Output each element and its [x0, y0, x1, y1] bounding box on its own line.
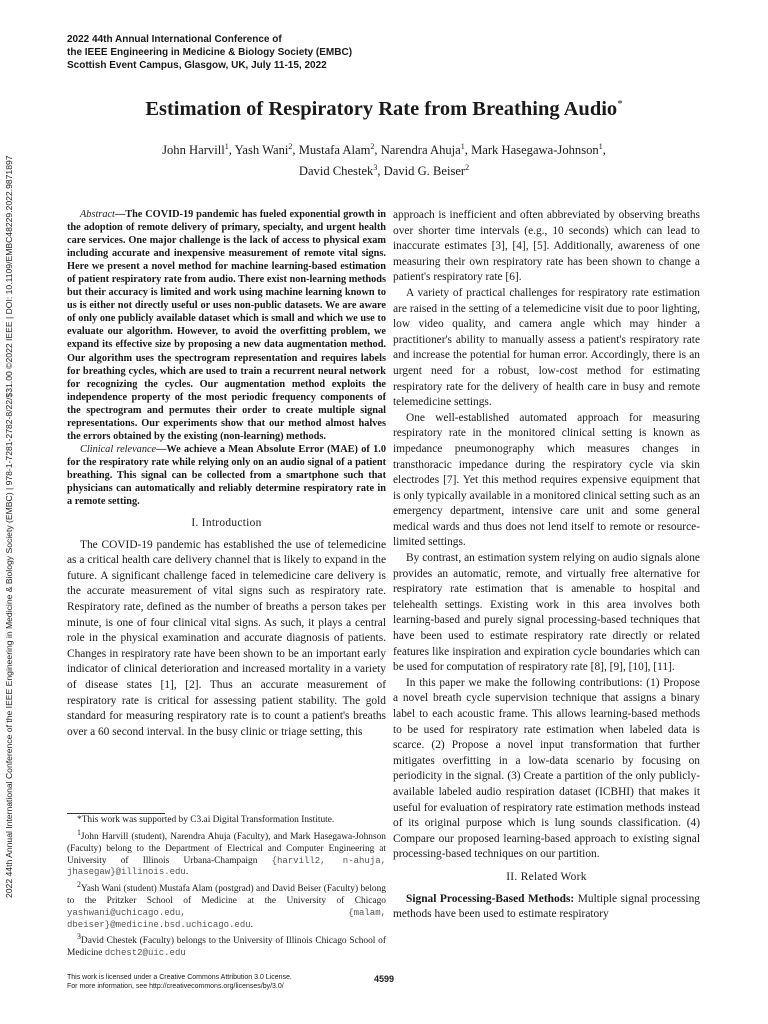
abstract-label: Abstract [80, 209, 115, 220]
body-paragraph: approach is inefficient and often abbreviated by observing breaths over shorter time intervals (e.g., 10 seconds) which can lead to inaccurate estimates [3], [4], [5]. Additionally, awareness of one measuring their own respiratory rate has been shown to change a patient's respiratory rate [6]. [393, 209, 700, 284]
footnote-2: $^2$Yash Wani (student) Mustafa Alam (postgrad) and David Beiser (Faculty) belong to the Pritzker School of Medicine at the University of Chicago yashwani@uchicago.edu, {malam, dbeiser}@medicine.bsd.uchicago.edu. [67, 880, 386, 930]
conference-line: 2022 44th Annual International Conference of [67, 34, 282, 45]
body-paragraph: One well-established automated approach for measuring respiratory rate in the monitored clinical setting is known as impedance pneumonography which measures changes in transthoracic impedance during the respiratory cycle via skin electrodes [7]. Yet this method requires expensive equipment that is only typically available in a monitored clinical setting such as an emergency department, intensive care unit and some general medical wards and thus does not lend itself to remote or resource-limited settings. [393, 411, 700, 549]
author: David G. Beiser$^2$ [383, 163, 470, 179]
conference-line: Scottish Event Campus, Glasgow, UK, July 11-15, 2022 [67, 60, 327, 71]
author: Mark Hasegawa-Johnson$^1$, [471, 142, 606, 158]
paper-title [60, 92, 708, 121]
title-footnote-mark: * [617, 98, 623, 110]
footnote-3: $^3$David Chestek (Faculty) belongs to the University of Illinois Chicago School of Medicine dchest2@uic.edu [67, 932, 386, 959]
conference-line: the IEEE Engineering in Medicine & Biology Society (EMBC) [67, 47, 353, 58]
author: David Chestek$^3$, [298, 163, 384, 179]
license-note [67, 973, 397, 991]
left-column [67, 208, 386, 740]
license-line: For more information, see http://creativecommons.org/licenses/by/3.0/ [67, 983, 284, 990]
footnote-rule [67, 813, 165, 814]
author: Yash Wani$^2$, [234, 142, 299, 158]
paragraph-lead: Signal Processing-Based Methods: [406, 892, 575, 905]
conference-header [67, 33, 467, 72]
footnotes [67, 815, 386, 960]
body-paragraph: Signal Processing-Based Methods: Multiple signal processing methods have been used to estimate respiratory [393, 892, 700, 921]
body-paragraph: In this paper we make the following contributions: (1) Propose a novel breath cycle supervision technique that assigns a binary label to each acoustic frame. This allows learning-based methods to be used for respiratory rate estimation when labeled data is scarce. (2) Propose a novel input transformation that further mitigates overfitting in a low-data scenario by focusing on periodicity in the signal. (3) Create a partition of the only publicly-available labeled audio respiration dataset (ICBHI) that makes it useful for evaluation of respiratory rate estimation methods instead of its original purpose which is lung sounds classification. (4) Compare our proposed learning-based approach to existing signal processing-based techniques on our partition. [393, 676, 700, 861]
footnote-3-email: dchest2@uic.edu [104, 948, 186, 959]
sidebar-doi-strip: 2022 44th Annual International Conference of the IEEE Engineering in Medicine & Biology Society (EMBC) | 978-1-7281-2782-8/22/$31.00 ©2022 IEEE | DOI: 10.1109/EMBC48229.2022.9871897 [4, 155, 14, 898]
body-paragraph: A variety of practical challenges for respiratory rate estimation are raised in the setting of a telemedicine visit due to poor lighting, low video quality, and camera angle which may hinder a practitioner's ability to manually assess a patient's respiratory rate and increase the potential for human error. Accordingly, there is an urgent need for a robust, low-cost method for estimating respiratory rate for the delivery of health care in busy and remote telemedicine settings. [393, 286, 700, 409]
section-heading-related-work: II. Related Work [506, 870, 587, 883]
abstract: Abstract—The COVID-19 pandemic has fueled exponential growth in the adoption of remote delivery of primary, specialty, and urgent health care services. One major challenge is the lack of access to physical exam including accurate and inexpensive measurement of remote vital signs. Here we present a novel method for machine learning-based estimation of patient respiratory rate from audio. There exist non-learning methods but their accuracy is limited and work using machine learning known to us is either not directly useful or uses non-public datasets. We are aware of only one publicly available dataset which is small and which we use to evaluate our algorithm. However, to avoid the overfitting problem, we expand its effective size by proposing a new data augmentation method. Our algorithm uses the spectrogram representation and requires labels for breathing cycles, which are used to train a recurrent neural network for recognizing the cycles. Our augmentation method exploits the independence property of the most periodic frequency components of the spectrogram and permutes their order to create multiple signal representations. Our experiments show that our method almost halves the errors obtained by the existing (non-learning) methods. [67, 209, 386, 442]
footnote-1-email: {harvill2, n-ahuja, jhasegaw}@illinois.edu [67, 855, 387, 878]
right-column [393, 208, 700, 923]
author: Narendra Ahuja$^1$, [380, 142, 472, 158]
section-heading-introduction: I. Introduction [191, 517, 262, 530]
clinical-relevance-text: We achieve a Mean Absolute Error (MAE) of 1.0 for the respiratory rate while relying only on an audio signal of a patient breathing. This signal can be collected from a smartphone such that physicians can automatically and reliably determine respiratory rate in a remote setting. [67, 443, 386, 508]
title-text: Estimation of Respiratory Rate from Breathing Audio [145, 97, 618, 120]
abstract-text: The COVID-19 pandemic has fueled exponential growth in the adoption of remote delivery of primary, specialty, and urgent health care services. One major challenge is the lack of access to physical exam including accurate and inexpensive measurement of remote vital signs. Here we present a novel method for machine learning-based estimation of patient respiratory rate from audio. There exist non-learning methods but their accuracy is limited and work using machine learning known to us is either not directly useful or uses non-public datasets. We are aware of only one publicly available dataset which is small and which we use to evaluate our algorithm. However, to avoid the overfitting problem, we expand its effective size by proposing a new data augmentation method. Our algorithm uses the spectrogram representation and requires labels for breathing cycles, which are used to train a recurrent neural network for recognizing the cycles. Our augmentation method exploits the independence property of the most periodic frequency components of the spectrogram and permutes their order to create multiple signal representations. Our experiments show that our method almost halves the errors obtained by the existing (non-learning) methods. [67, 209, 386, 442]
clinical-relevance: Clinical relevance—We achieve a Mean Absolute Error (MAE) of 1.0 for the respiratory rate while relying only on an audio signal of a patient breathing. This signal can be collected from a smartphone such that physicians can automatically and reliably determine respiratory rate in a remote setting. [67, 443, 386, 508]
author: Mustafa Alam$^2$, [298, 142, 381, 158]
license-line: This work is licensed under a Creative Commons Attribution 3.0 License. [67, 974, 292, 981]
clinical-relevance-label: Clinical relevance [80, 443, 157, 455]
author-list [60, 138, 708, 180]
body-paragraph: By contrast, an estimation system relying on audio signals alone provides an automatic, remote, and virtually free alternative for respiratory rate estimation that is amenable to hospital and telehealth settings. Existing work in this area involves both learning-based and purely signal processing-based techniques that have been used to estimate respiratory rate directly or related features like inspiration and expiration cycle boundaries which can be used for computation of respiratory rate [8], [9], [10], [11]. [393, 552, 700, 674]
author: John Harvill$^1$, [162, 142, 235, 158]
footnote-support: *This work was supported by C3.ai Digital Transformation Institute. [77, 815, 335, 825]
page-number: 4599 [373, 974, 395, 984]
intro-paragraph: The COVID-19 pandemic has established the use of telemedicine as a critical health care delivery channel that is likely to expand in the future. A significant challenge faced in telemedicine care delivery is the accurate measurement of vital signs such as respiratory rate. Respiratory rate, defined as the number of breaths a person takes per minute, is one of four clinical vital signs. As such, it plays a central role in the physical examination and accurate diagnosis of patients. Changes in respiratory rate have been shown to be an important early indicator of clinical deterioration and increased mortality in a variety of disease states [1], [2]. Thus an accurate measurement of respiratory rate is critical for assessing patient stability. The gold standard for measuring respiratory rate is to count a patient's breaths over a 60 second interval. In the busy clinic or triage setting, this [67, 538, 386, 738]
footnote-1: $^1$John Harvill (student), Narendra Ahuja (Faculty), and Mark Hasegawa-Johnson (Faculty) belong to the Department of Electrical and Computer Engineering at University of Illinois Urbana-Champaign {harvill2, n-ahuja, jhasegaw}@illinois.edu. [67, 827, 387, 878]
footnote-2-email: yashwani@uchicago.edu, {malam, dbeiser}@medicine.bsd.uchicago.edu [67, 907, 386, 930]
